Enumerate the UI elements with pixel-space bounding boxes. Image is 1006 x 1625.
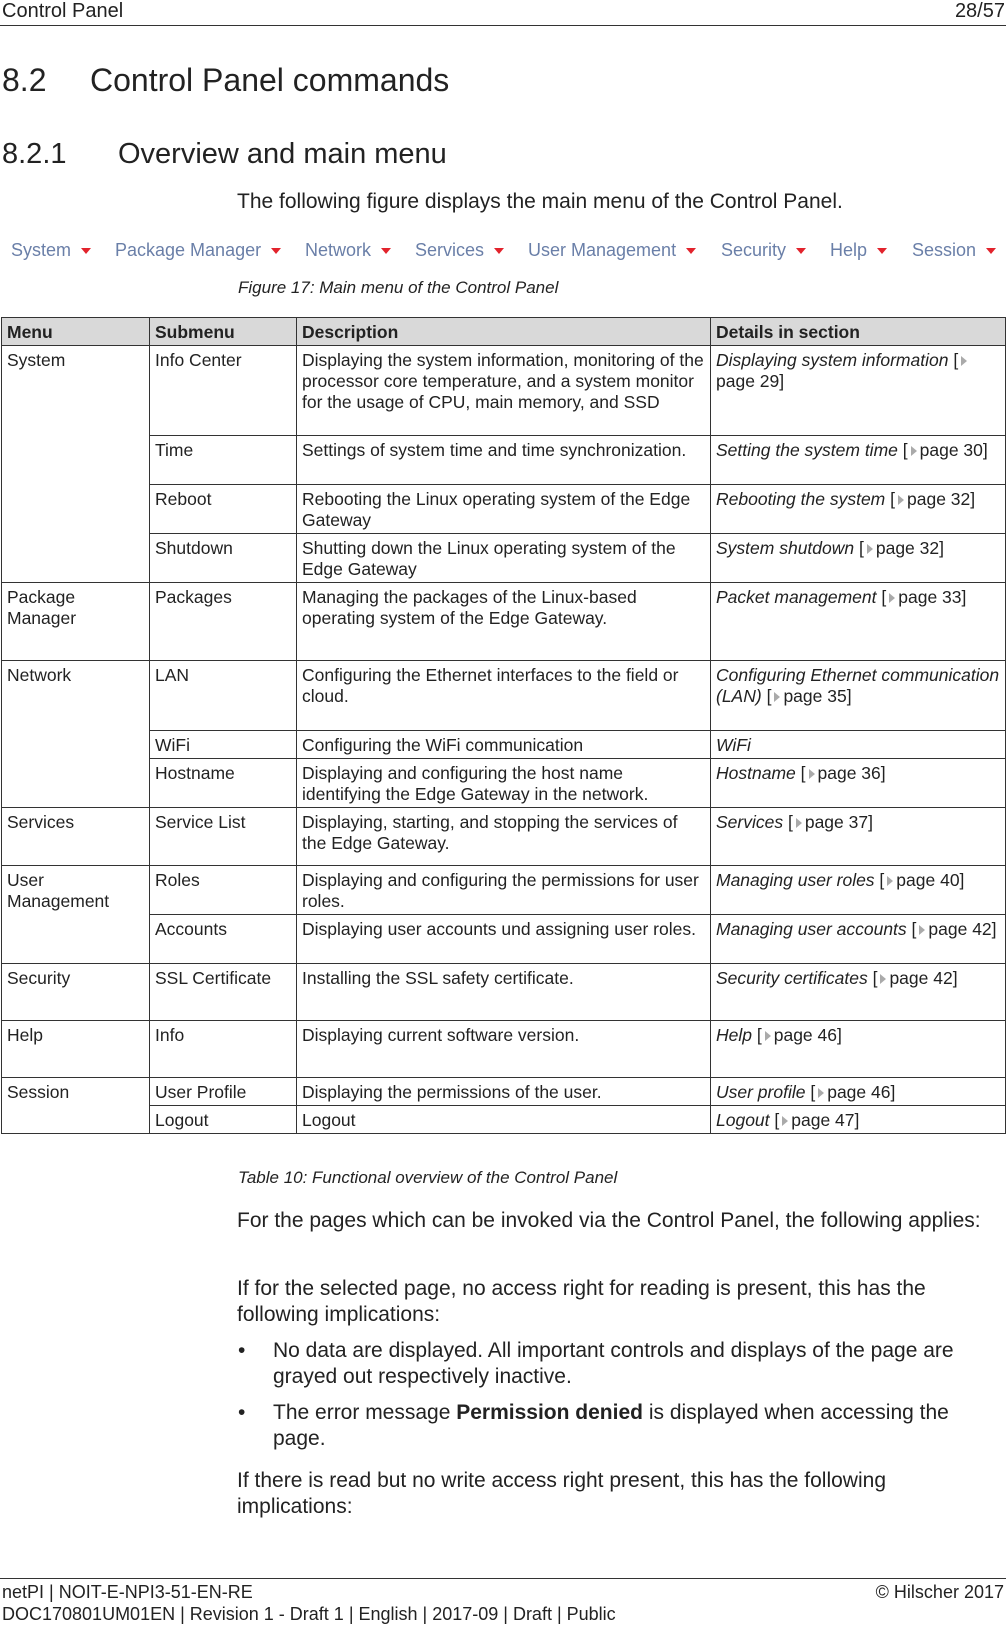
error-message-label: Permission denied <box>456 1401 643 1424</box>
section-reference-link[interactable]: WiFi <box>716 735 751 755</box>
section-reference-link[interactable]: Setting the system time <box>716 440 898 460</box>
details-cell <box>711 583 1006 661</box>
details-cell <box>711 759 1006 808</box>
menu-cell: Package Manager <box>2 583 150 661</box>
table-header-row <box>2 318 1006 346</box>
section-reference-link[interactable]: Packet management <box>716 587 877 607</box>
table-row <box>2 1021 1006 1078</box>
section-reference-link[interactable]: Managing user accounts <box>716 919 907 939</box>
header-title: Control Panel <box>2 0 124 22</box>
page-number: page 29] <box>716 371 785 391</box>
submenu-cell: Reboot <box>150 485 297 534</box>
section-number: 8.2 <box>2 62 47 98</box>
page-reference[interactable] <box>854 538 944 558</box>
arrow-right-icon <box>961 356 967 366</box>
menu-system[interactable] <box>11 240 91 261</box>
subsection-number: 8.2.1 <box>2 138 67 170</box>
submenu-cell: Roles <box>150 866 297 915</box>
details-cell <box>711 534 1006 583</box>
menu-cell: Help <box>2 1021 150 1078</box>
menu-cell: Services <box>2 808 150 866</box>
menu-help[interactable] <box>830 240 887 261</box>
page-reference[interactable] <box>885 489 975 509</box>
submenu-cell: Hostname <box>150 759 297 808</box>
caret-down-icon <box>796 248 806 254</box>
menu-cell: Security <box>2 964 150 1021</box>
submenu-cell: LAN <box>150 661 297 731</box>
column-header: Description <box>297 318 711 346</box>
page-reference[interactable] <box>898 440 988 460</box>
page-header <box>0 0 1006 26</box>
caret-down-icon <box>986 248 996 254</box>
description-cell: Displaying, starting, and stopping the services of the Edge Gateway. <box>297 808 711 866</box>
bracket: [ <box>874 870 885 890</box>
details-cell <box>711 346 1006 436</box>
description-cell: Shutting down the Linux operating system of the Edge Gateway <box>297 534 711 583</box>
details-cell <box>711 661 1006 731</box>
arrow-right-icon <box>911 446 917 456</box>
column-header: Details in section <box>711 318 1006 346</box>
caret-down-icon <box>381 248 391 254</box>
section-reference-link[interactable]: System shutdown <box>716 538 855 558</box>
paragraph: If there is read but no write access right present, this has the following implications: <box>237 1469 887 1518</box>
page-reference[interactable] <box>783 812 873 832</box>
list-item-text: No data are displayed. All important controls and displays of the page are grayed out respectively inactive. <box>273 1339 954 1388</box>
description-cell: Managing the packages of the Linux-based operating system of the Edge Gateway. <box>297 583 711 661</box>
page-number: page 37] <box>804 812 873 832</box>
description-cell: Logout <box>297 1106 711 1134</box>
submenu-cell: Shutdown <box>150 534 297 583</box>
section-heading <box>2 62 449 99</box>
bracket: [ <box>854 538 864 558</box>
menu-package-manager[interactable] <box>115 240 281 261</box>
page-reference[interactable] <box>770 1110 860 1130</box>
footer-copyright: © Hilscher 2017 <box>875 1582 1004 1602</box>
arrow-right-icon <box>818 1088 824 1098</box>
table-row <box>2 583 1006 661</box>
figure-caption: Figure 17: Main menu of the Control Panel <box>238 278 559 297</box>
details-cell <box>711 1021 1006 1078</box>
table-row <box>2 808 1006 866</box>
intro-text: The following figure displays the main menu of the Control Panel. <box>237 190 843 213</box>
table-caption: Table 10: Functional overview of the Control Panel <box>238 1168 618 1187</box>
table-row <box>2 346 1006 436</box>
description-cell: Installing the SSL safety certificate. <box>297 964 711 1021</box>
bracket: [ <box>906 919 917 939</box>
details-cell <box>711 1078 1006 1106</box>
page-number: page 46] <box>827 1082 896 1102</box>
list-item-text <box>273 1400 993 1452</box>
table-row <box>2 436 1006 485</box>
column-header: Menu <box>2 318 150 346</box>
arrow-right-icon <box>796 818 802 828</box>
submenu-cell: User Profile <box>150 1078 297 1106</box>
arrow-right-icon <box>774 692 780 702</box>
details-cell <box>711 731 1006 759</box>
menu-label: Help <box>830 240 868 260</box>
page-number: page 33] <box>898 587 967 607</box>
footer-product: netPI | NOIT-E-NPI3-51-EN-RE <box>2 1582 253 1602</box>
section-reference-link[interactable]: Managing user roles <box>716 870 875 890</box>
table-row <box>2 1078 1006 1106</box>
main-menu-figure <box>0 240 1006 270</box>
bullet-icon: • <box>238 1339 246 1362</box>
page-number: page 40] <box>896 870 965 890</box>
caret-down-icon <box>494 248 504 254</box>
footer-document-info: DOC170801UM01EN | Revision 1 - Draft 1 | English | 2017-09 | Draft | Public <box>2 1604 616 1624</box>
arrow-right-icon <box>887 876 893 886</box>
menu-label: Services <box>415 240 485 260</box>
section-reference-link[interactable]: User profile <box>716 1082 806 1102</box>
paragraph: For the pages which can be invoked via the Control Panel, the following applies: <box>237 1209 981 1232</box>
page-reference[interactable] <box>762 686 852 706</box>
description-cell: Displaying user accounts und assigning user roles. <box>297 915 711 964</box>
page-reference[interactable] <box>796 763 886 783</box>
menu-label: Security <box>721 240 787 260</box>
subsection-title: Overview and main menu <box>118 138 447 170</box>
footer-rule <box>0 1578 1006 1579</box>
bracket: [ <box>761 686 772 706</box>
submenu-cell: WiFi <box>150 731 297 759</box>
bracket: [ <box>876 587 887 607</box>
description-cell: Displaying and configuring the permissions for user roles. <box>297 866 711 915</box>
menu-cell: Network <box>2 661 150 808</box>
page-number: page 30] <box>919 440 988 460</box>
menu-services[interactable] <box>415 240 504 261</box>
table-row <box>2 915 1006 964</box>
page-reference[interactable] <box>907 919 997 939</box>
caret-down-icon <box>877 248 887 254</box>
details-cell <box>711 964 1006 1021</box>
menu-label: Session <box>912 240 977 260</box>
table-row <box>2 731 1006 759</box>
menu-cell: Session <box>2 1078 150 1134</box>
overview-table <box>1 317 1006 1134</box>
description-cell: Displaying the permissions of the user. <box>297 1078 711 1106</box>
submenu-cell: Info <box>150 1021 297 1078</box>
arrow-right-icon <box>809 769 815 779</box>
bracket: [ <box>752 1025 762 1045</box>
page-reference[interactable] <box>868 968 958 988</box>
page-number: page 42] <box>928 919 997 939</box>
page-number: page 32] <box>907 489 976 509</box>
page-reference[interactable] <box>877 587 967 607</box>
text-run: The error message <box>273 1401 457 1424</box>
section-title: Control Panel commands <box>90 62 450 98</box>
table-row <box>2 866 1006 915</box>
description-cell: Configuring the WiFi communication <box>297 731 711 759</box>
details-cell <box>711 915 1006 964</box>
menu-label: Package Manager <box>115 240 262 260</box>
page-number: page 32] <box>875 538 944 558</box>
column-header: Submenu <box>150 318 297 346</box>
page-number: page 46] <box>773 1025 842 1045</box>
submenu-cell: SSL Certificate <box>150 964 297 1021</box>
menu-cell: System <box>2 346 150 583</box>
bracket: [ <box>783 812 793 832</box>
menu-user-management[interactable] <box>528 240 696 261</box>
section-reference-link[interactable]: Logout <box>716 1110 770 1130</box>
section-reference-link[interactable]: Displaying system information <box>716 350 949 370</box>
caret-down-icon <box>81 248 91 254</box>
page-number: page 36] <box>817 763 886 783</box>
details-cell <box>711 808 1006 866</box>
caret-down-icon <box>271 248 281 254</box>
details-cell <box>711 1106 1006 1134</box>
menu-cell: User Management <box>2 866 150 964</box>
details-cell <box>711 436 1006 485</box>
arrow-right-icon <box>765 1031 771 1041</box>
caret-down-icon <box>686 248 696 254</box>
list-item <box>238 1338 998 1390</box>
section-reference-link[interactable]: Services <box>716 812 784 832</box>
submenu-cell: Accounts <box>150 915 297 964</box>
description-cell: Displaying and configuring the host name identifying the Edge Gateway in the network. <box>297 759 711 808</box>
details-cell <box>711 485 1006 534</box>
bracket: [ <box>885 489 895 509</box>
arrow-right-icon <box>782 1116 788 1126</box>
section-reference-link[interactable]: Security certificates <box>716 968 868 988</box>
bullet-icon: • <box>238 1401 246 1424</box>
list-item <box>238 1400 998 1452</box>
page-number: page 42] <box>889 968 958 988</box>
section-reference-link[interactable]: Hostname <box>716 763 796 783</box>
bracket: [ <box>769 1110 780 1130</box>
details-cell <box>711 866 1006 915</box>
description-cell: Configuring the Ethernet interfaces to the field or cloud. <box>297 661 711 731</box>
paragraph: If for the selected page, no access right for reading is present, this has the following implications: <box>237 1277 926 1326</box>
description-cell: Displaying current software version. <box>297 1021 711 1078</box>
bracket: [ <box>795 763 806 783</box>
description-cell: Rebooting the Linux operating system of the Edge Gateway <box>297 485 711 534</box>
table-row <box>2 964 1006 1021</box>
menu-label: System <box>11 240 72 260</box>
section-reference-link[interactable]: Configuring Ethernet communication (LAN) <box>716 665 1000 706</box>
section-reference-link[interactable]: Help <box>716 1025 752 1045</box>
menu-label: Network <box>305 240 372 260</box>
subsection-heading <box>2 138 447 171</box>
page-number: page 47] <box>791 1110 860 1130</box>
arrow-right-icon <box>880 974 886 984</box>
page-reference[interactable] <box>752 1025 842 1045</box>
arrow-right-icon <box>898 495 904 505</box>
table-row <box>2 534 1006 583</box>
page-number: page 35] <box>783 686 852 706</box>
submenu-cell: Service List <box>150 808 297 866</box>
table-row <box>2 1106 1006 1134</box>
arrow-right-icon <box>889 593 895 603</box>
submenu-cell: Logout <box>150 1106 297 1134</box>
menu-network[interactable] <box>305 240 391 261</box>
bracket: [ <box>897 440 908 460</box>
submenu-cell: Time <box>150 436 297 485</box>
bracket: [ <box>867 968 878 988</box>
table-row <box>2 661 1006 731</box>
arrow-right-icon <box>867 544 873 554</box>
submenu-cell: Info Center <box>150 346 297 436</box>
page-reference[interactable] <box>805 1082 895 1102</box>
description-cell: Displaying the system information, monitoring of the processor core temperature, and a system monitor for the usage of CPU, main memory, and SSD <box>297 346 711 436</box>
menu-security[interactable] <box>721 240 806 261</box>
section-reference-link[interactable]: Rebooting the system <box>716 489 886 509</box>
submenu-cell: Packages <box>150 583 297 661</box>
arrow-right-icon <box>919 925 925 935</box>
menu-session[interactable] <box>912 240 996 261</box>
text-run: is displayed when accessing the page. <box>273 1401 949 1450</box>
bracket: [ <box>948 350 959 370</box>
menu-label: User Management <box>528 240 677 260</box>
page-reference[interactable] <box>875 870 965 890</box>
table-body <box>2 346 1006 1134</box>
description-cell: Settings of system time and time synchronization. <box>297 436 711 485</box>
table-row <box>2 485 1006 534</box>
header-page-number: 28/57 <box>954 0 1005 22</box>
bracket: [ <box>805 1082 816 1102</box>
table-row <box>2 759 1006 808</box>
